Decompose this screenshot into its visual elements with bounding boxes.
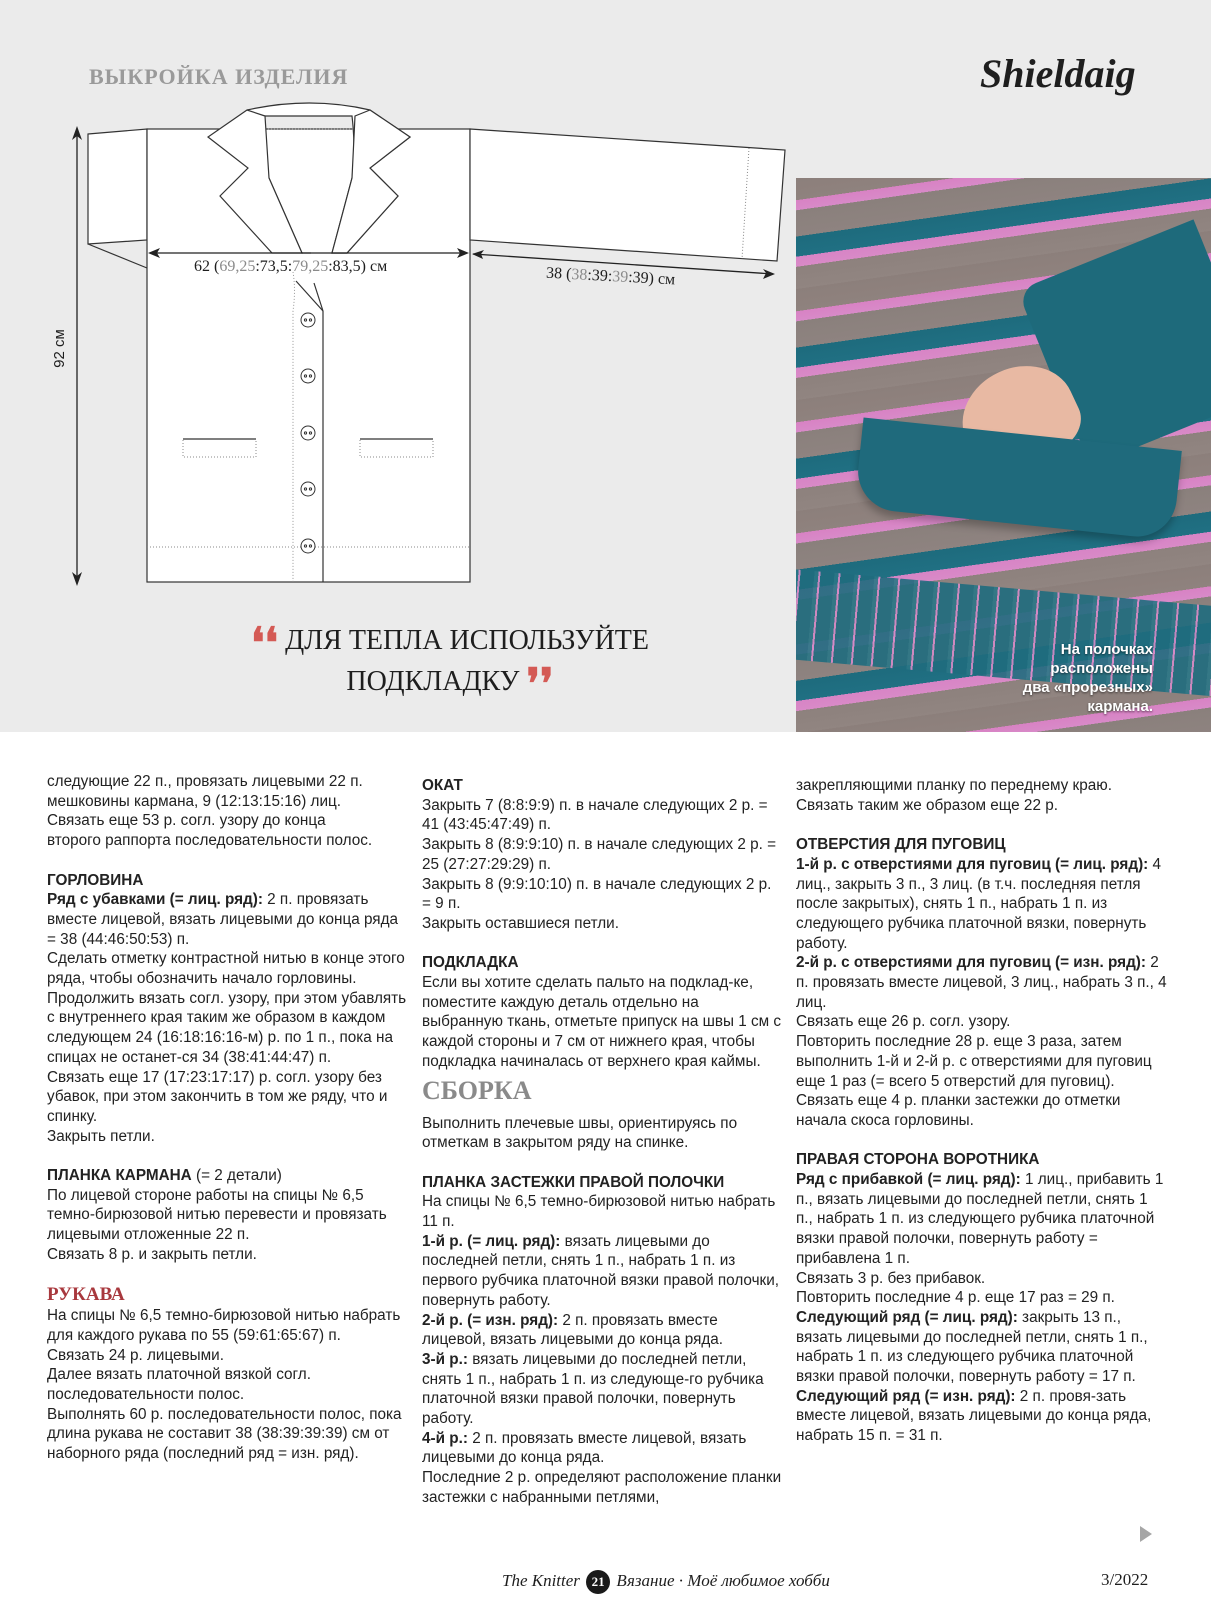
heading-neck: ГОРЛОВИНА — [47, 871, 144, 889]
heading-collar: ПРАВАЯ СТОРОНА ВОРОТНИКА — [796, 1151, 1040, 1169]
body-width-label: 62 (69,25:73,5:79,25:83,5) см — [194, 258, 388, 275]
close-quote-icon: ❜❜ — [526, 662, 554, 708]
magazine-footer — [502, 1570, 830, 1594]
issue-number: 3/2022 — [1101, 1570, 1149, 1589]
photo-caption: На полочках расположены два «прорезных» кармана. — [1022, 641, 1153, 715]
pattern-name: Shieldaig — [980, 51, 1136, 96]
heading-cap: ОКАТ — [422, 777, 463, 794]
body-length-label: 92 см — [50, 329, 68, 368]
heading-pocket-band: ПЛАНКА КАРМАНА (= 2 детали) — [47, 1167, 282, 1185]
heading-buttonholes: ОТВЕРСТИЯ ДЛЯ ПУГОВИЦ — [796, 836, 1006, 854]
magazine-right: Вязание · Моё любимое хобби — [616, 1570, 830, 1590]
heading-assembly: СБОРКА — [422, 1075, 532, 1105]
page-number: 21 — [586, 1570, 610, 1594]
pull-quote-line1: ДЛЯ ТЕПЛА ИСПОЛЬЗУЙТЕ — [285, 625, 649, 656]
text-column-3: закрепляющими планку по переднему краю. Связать таким же образом еще 22 р. ОТВЕРСТИЯ ДЛЯ ПУГОВИЦ 1-й р. с отверстиями для пуговиц (= лиц. ряд): 4 лиц., закрыть 3 п., 3 лиц. (в т.ч. последняя петля после закрытых), снять 1 п., набрать 1 п. из следующего рубчика платочной вязки, повернуть работу. 2-й р. с отверстиями для пуговиц (= изн. ряд): 2 п. провязать вместе лицевой, 3 лиц., набрать 3 п., 4 лиц. Связать еще 26 р. согл. узору. Повторить последние 28 р. еще 3 раза, затем выполнить 1-й и 2-й р. с отверстиями для пуговиц еще 1 раз (= всего 5 отверстий для пуговиц). Связать еще 4 р. планки застежки до отметки начала скоса горловины. ПРАВАЯ СТОРОНА ВОРОТНИКА Ряд с прибавкой (= лиц. ряд): 1 лиц., прибавить 1 п., вязать лицевыми до последней петли, снять 1 п., набрать 1 п. из следующего рубчика платочной вязки правой полочки, повернуть работу = прибавлена 1 п. Связать 3 р. без прибавок. Повторить последние 4 р. еще 17 раз = 29 п. Следующий ряд (= лиц. ряд): закрыть 13 п., вязать лицевыми до последней петли, снять 1 п., набрать 1 п. из следующего рубчика платочной вязки правой полочки, повернуть работу = 17 п. Следующий ряд (= изн. ряд): 2 п. провя-зать вместе лицевой, вязать лицевыми до конца ряда, набрать 15 п. = 31 п. — [796, 777, 1167, 1445]
garment-schematic — [0, 100, 800, 600]
magazine-left: The Knitter — [502, 1570, 580, 1590]
heading-right-band: ПЛАНКА ЗАСТЕЖКИ ПРАВОЙ ПОЛОЧКИ — [422, 1173, 725, 1191]
section-title: ВЫКРОЙКА ИЗДЕЛИЯ — [89, 64, 349, 89]
heading-lining: ПОДКЛАДКА — [422, 954, 519, 972]
continue-arrow-icon — [1140, 1526, 1152, 1542]
pattern-panel — [0, 0, 1211, 732]
sleeve-length-label: 38 (38:39:39:39) см — [545, 264, 676, 289]
open-quote-icon: ❛❛ — [250, 621, 279, 667]
pull-quote — [230, 621, 670, 708]
pull-quote-line2: ПОДКЛАДКУ — [346, 666, 520, 697]
heading-sleeves: РУКАВА — [47, 1284, 125, 1306]
text-column-1: следующие 22 п., провязать лицевыми 22 п. мешковины кармана, 9 (12:13:15:16) лиц. Связать еще 53 р. согл. узору до конца второго раппорта последовательности полос. ГОРЛОВИНА Ряд с убавками (= лиц. ряд): 2 п. провязать вместе лицевой, вязать лицевыми до конца ряда = 38 (44:46:50:53) п. Сделать отметку контрастной нитью в конце этого ряда, чтобы обозначить начало горловины. Продолжить вязать согл. узору, при этом убавлять с внутреннего края таким же образом в каждом следующем 24 (16:18:16:16-м) р. по 1 п., пока на спицах не останет-ся 34 (38:41:44:47) п. Связать еще 17 (17:23:17:17) р. согл. узору без убавок, при этом закончить в том же ряду, что и спинку. Закрыть петли. ПЛАНКА КАРМАНА (= 2 детали) По лицевой стороне работы на спицы № 6,5 темно-бирюзовой нитью перевести и провязать лицевыми отложенные 22 п. Связать 8 р. и закрыть петли. РУКАВА На спицы № 6,5 темно-бирюзовой нитью набрать для каждого рукава по 55 (59:61:65:67) п. Связать 24 р. лицевыми. Далее вязать платочной вязкой согл. последовательности полос. Выполнять 60 р. последовательности полос, пока длина рукава не составит 38 (38:39:39:39) см от наборного ряда (последний ряд = изн. ряд). — [47, 773, 407, 1463]
text-column-2: ОКАТ Закрыть 7 (8:8:9:9) п. в начале следующих 2 р. = 41 (43:45:47:49) п. Закрыть 8 (8:9:9:10) п. в начале следующих 2 р. = 25 (27:27:29:29) п. Закрыть 8 (9:9:10:10) п. в начале следующих 2 р. = 9 п. Закрыть оставшиеся петли. ПОДКЛАДКА Если вы хотите сделать пальто на подклад-ке, поместите каждую деталь отдельно на выбранную ткань, отметьте припуск на швы 1 см с каждой стороны и 7 см от нижнего края, чтобы подкладка начиналась от верхнего края каймы. СБОРКА Выполнить плечевые швы, ориентируясь по отметкам в закрытом ряду на спинке. ПЛАНКА ЗАСТЕЖКИ ПРАВОЙ ПОЛОЧКИ На спицы № 6,5 темно-бирюзовой нитью набрать 11 п. 1-й р. (= лиц. ряд): вязать лицевыми до последней петли, снять 1 п., набрать 1 п. из первого рубчика платочной вязки правой полочки, повернуть работу. 2-й р. (= изн. ряд): 2 п. провязать вместе лицевой, вязать лицевыми до конца ряда. 3-й р.: вязать лицевыми до последней петли, снять 1 п., набрать 1 п. из следующе-го рубчика платочной вязки правой полочки, повернуть работу. 4-й р.: 2 п. провязать вместе лицевой, вязать лицевыми до конца ряда. Последние 2 р. определяют расположение планки застежки с набранными петлями, — [422, 777, 782, 1506]
